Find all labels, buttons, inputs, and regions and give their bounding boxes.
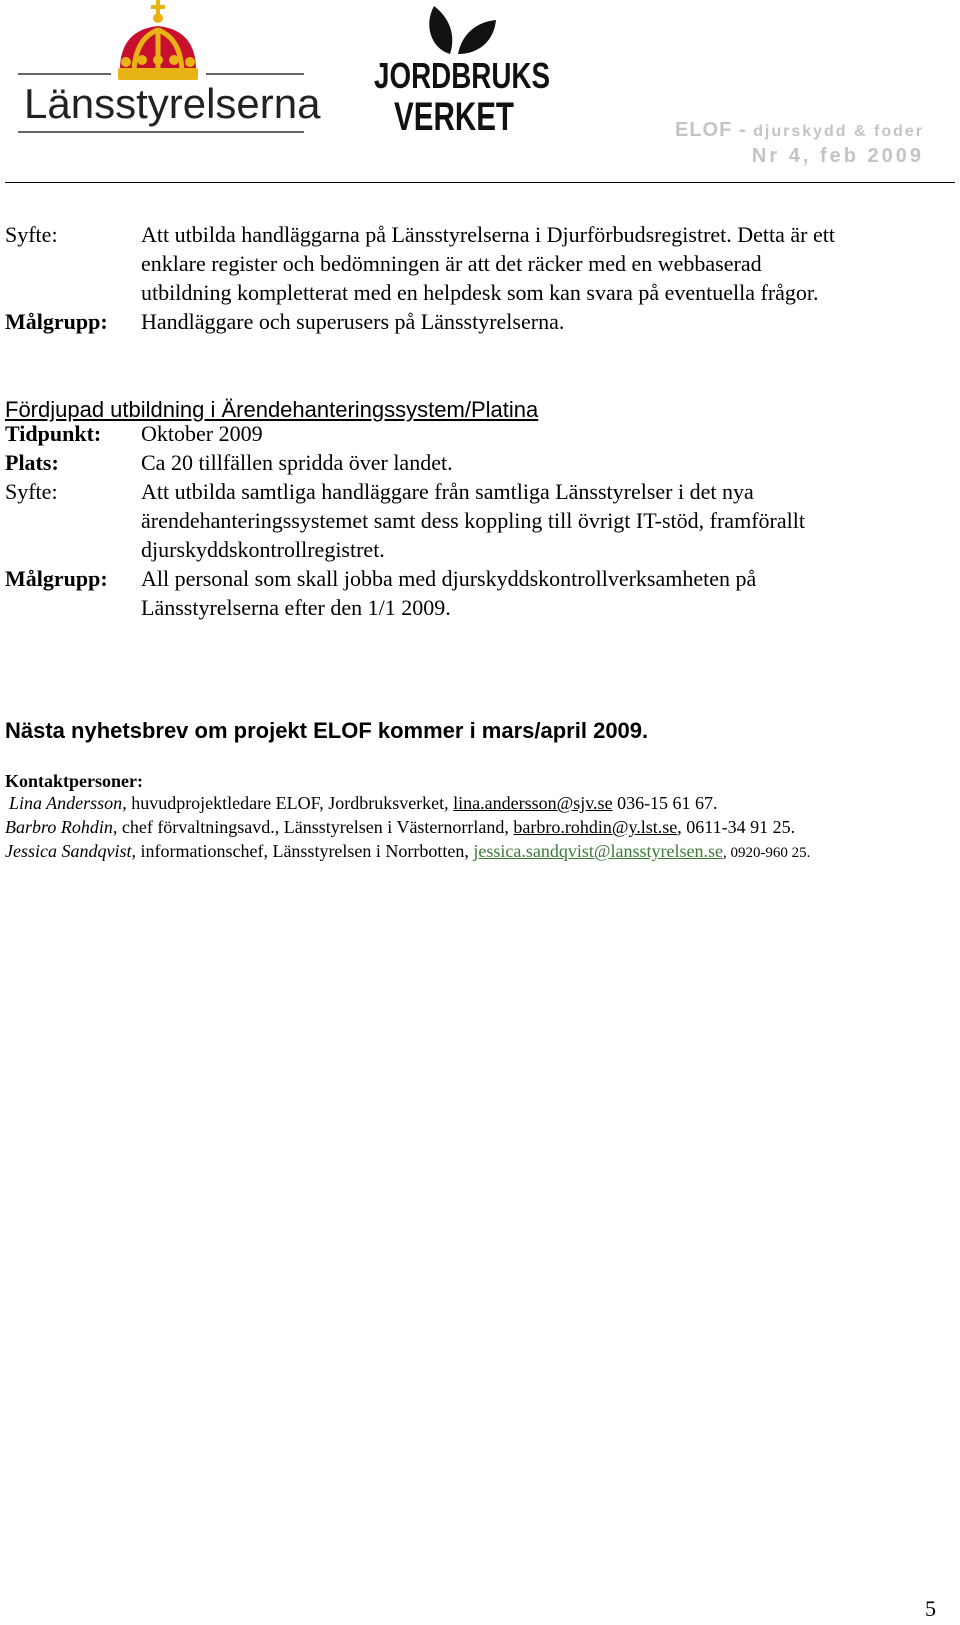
contact-person (5, 815, 795, 839)
section-heading-platina: Fördjupad utbildning i Ärendehanteringssystem/Platina (5, 397, 539, 422)
leaf-icon (429, 6, 496, 54)
syfte-text (141, 220, 945, 307)
contact-role: , chef förvaltningsavd., Länsstyrelsen i Västernorrland, (112, 817, 514, 837)
tidpunkt-row (5, 419, 945, 448)
malgrupp-row (5, 564, 945, 622)
syfte-text (141, 477, 945, 564)
newsletter-name: ELOF - (674, 119, 747, 141)
issue-number: Nr 4, feb 2009 (751, 145, 924, 167)
syfte-line: djurskyddskontrollregistret. (141, 537, 385, 562)
contact-role: , huvudprojektledare ELOF, Jordbruksverket, (122, 793, 454, 813)
newsletter-header (675, 118, 924, 168)
contacts-heading: Kontaktpersoner: (5, 771, 143, 791)
lansstyrelserna-wordmark: Länsstyrelserna (24, 80, 321, 127)
malgrupp-text: Handläggare och superusers på Länsstyrelserna. (141, 309, 565, 334)
malgrupp-row (5, 307, 945, 336)
plats-row (5, 448, 945, 477)
contact-email-link[interactable]: lina.andersson@sjv.se (453, 793, 613, 813)
syfte-line: Att utbilda handläggarna på Länsstyrelserna i Djurförbudsregistret. Detta är ett (141, 222, 835, 247)
contact-name: Jessica Sandqvist (5, 841, 132, 861)
contact-name: Barbro Rohdin (5, 817, 113, 837)
contact-email-link[interactable]: jessica.sandqvist@lansstyrelsen.se (473, 841, 723, 861)
syfte-row (5, 220, 945, 307)
syfte-line: ärendehanteringssystemet samt dess koppling till övrigt IT-stöd, framförallt (141, 508, 805, 533)
contact-phone: , 0920-960 25. (722, 845, 811, 861)
newsletter-subtitle: djurskydd & foder (753, 123, 924, 140)
syfte-label: Syfte: (5, 479, 58, 504)
contact-phone: , 0611-34 91 25. (677, 817, 796, 837)
section-djurforbudsregistret (5, 220, 945, 336)
syfte-label: Syfte: (5, 222, 58, 247)
malgrupp-label: Målgrupp: (5, 566, 108, 591)
plats-label: Plats: (5, 450, 59, 475)
next-newsletter-notice: Nästa nyhetsbrev om projekt ELOF kommer i mars/april 2009. (5, 718, 649, 743)
jordbruksverket-wordmark-line1: JORDBRUKS (374, 55, 550, 96)
contact-name: Lina Andersson (9, 793, 123, 813)
header-divider (5, 182, 955, 183)
tidpunkt-value: Oktober 2009 (141, 421, 263, 446)
crown-icon (118, 0, 198, 80)
syfte-row (5, 477, 945, 564)
jordbruksverket-wordmark-line2: VERKET (394, 95, 514, 139)
contact-person (5, 839, 810, 865)
contact-phone: 036-15 61 67. (612, 793, 718, 813)
lansstyrelserna-logo (16, 0, 321, 140)
contact-role: , informationschef, Länsstyrelsen i Norrbotten, (131, 841, 474, 861)
malgrupp-line: All personal som skall jobba med djurskyddskontrollverksamheten på (141, 566, 757, 591)
plats-value: Ca 20 tillfällen spridda över landet. (141, 450, 453, 475)
malgrupp-line: Länsstyrelserna efter den 1/1 2009. (141, 595, 451, 620)
contact-email-link[interactable]: barbro.rohdin@y.lst.se (513, 817, 678, 837)
section-platina (5, 419, 945, 622)
malgrupp-text (141, 564, 945, 622)
jordbruksverket-logo (372, 0, 552, 140)
malgrupp-label: Målgrupp: (5, 309, 108, 334)
newsletter-title (675, 118, 924, 144)
page-number: 5 (925, 1596, 936, 1621)
contact-person (9, 791, 718, 815)
syfte-line: enklare register och bedömningen är att det räcker med en webbaserad (141, 251, 762, 276)
syfte-line: utbildning kompletterat med en helpdesk som kan svara på eventuella frågor. (141, 280, 819, 305)
syfte-line: Att utbilda samtliga handläggare från samtliga Länsstyrelser i det nya (141, 479, 754, 504)
tidpunkt-label: Tidpunkt: (5, 421, 102, 446)
